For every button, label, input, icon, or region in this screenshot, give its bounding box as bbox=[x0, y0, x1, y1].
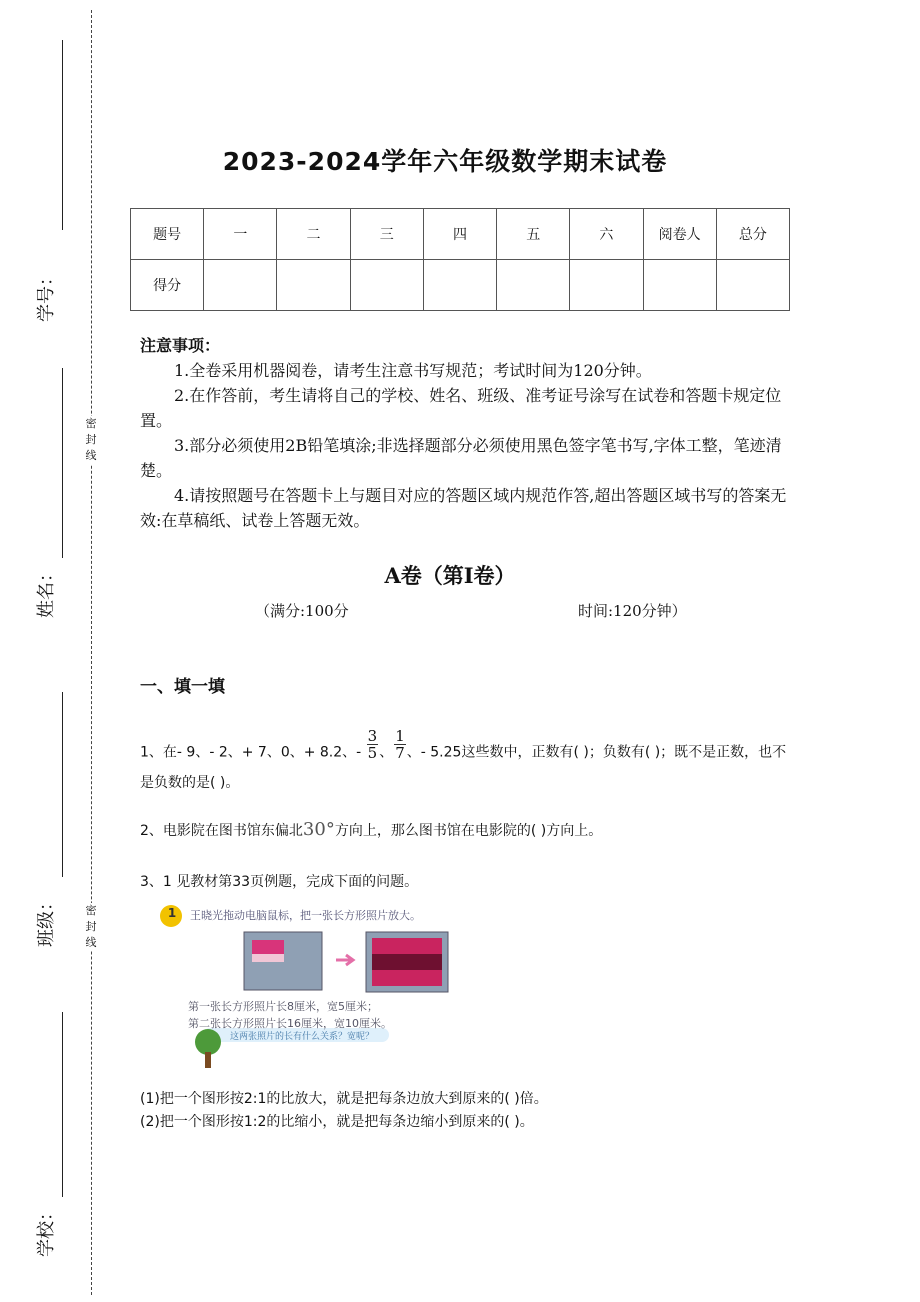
q2-angle: 30° bbox=[302, 819, 335, 840]
student-id-underline[interactable] bbox=[62, 40, 63, 230]
fraction-numerator: 1 bbox=[395, 727, 405, 745]
question-3-sub-2: (2)把一个图形按1:2的比缩小，就是把每条边缩小到原来的( )。 bbox=[140, 1114, 534, 1130]
score-table-score-row bbox=[131, 260, 790, 311]
question-2 bbox=[140, 816, 790, 845]
score-input-cell[interactable] bbox=[716, 260, 789, 311]
textbook-figure bbox=[158, 902, 458, 1084]
large-photo-band bbox=[372, 954, 442, 970]
score-input-cell[interactable] bbox=[570, 260, 643, 311]
note-item: 4.请按照题号在答题卡上与题目对应的答题区域内规范作答,超出答题区域书写的答案无效:在草稿纸、试卷上答题无效。 bbox=[140, 486, 787, 530]
question-3-sub-1: (1)把一个图形按2:1的比放大，就是把每条边放大到原来的( )倍。 bbox=[140, 1091, 548, 1107]
tree-crown bbox=[195, 1029, 221, 1055]
textbook-figure-graphic bbox=[158, 902, 458, 1084]
score-header-cell: 总分 bbox=[716, 209, 789, 260]
fraction-3-5 bbox=[367, 728, 379, 761]
figure-line-1: 第一张长方形照片长8厘米，宽5厘米； bbox=[188, 1000, 378, 1013]
question-3: 3、1 见教材第33页例题，完成下面的问题。 bbox=[140, 874, 419, 890]
score-input-cell[interactable] bbox=[643, 260, 716, 311]
score-input-cell[interactable] bbox=[204, 260, 277, 311]
full-score: （满分:100分 bbox=[255, 602, 349, 620]
class-underline[interactable] bbox=[62, 692, 63, 877]
part-title: 一、填一填 bbox=[140, 677, 225, 697]
tree-trunk bbox=[205, 1052, 211, 1068]
student-id-label: 学号： bbox=[36, 268, 57, 322]
exam-time: 时间:120分钟） bbox=[578, 602, 687, 620]
name-underline[interactable] bbox=[62, 368, 63, 558]
binding-dashed-line bbox=[91, 10, 92, 1295]
score-header-cell: 一 bbox=[204, 209, 277, 260]
q1-text-after: 、- 5.25这些数中，正数有( )；负数有( )；既不是正数，也不是负数的是( )。 bbox=[140, 744, 787, 791]
score-input-cell[interactable] bbox=[350, 260, 423, 311]
note-item: 1.全卷采用机器阅卷，请考生注意书写规范；考试时间为120分钟。 bbox=[174, 361, 652, 380]
note-item: 3.部分必须使用2B铅笔填涂;非选择题部分必须使用黑色签字笔书写,字体工整，笔迹清楚。 bbox=[140, 436, 782, 480]
q1-text-before: 1、在- 9、- 2、+ 7、0、+ 8.2、- bbox=[140, 744, 366, 761]
score-input-cell[interactable] bbox=[423, 260, 496, 311]
notes-heading: 注意事项： bbox=[140, 336, 221, 355]
score-input-cell[interactable] bbox=[277, 260, 350, 311]
score-header-cell: 阅卷人 bbox=[643, 209, 716, 260]
q2-text-after: 方向上，那么图书馆在电影院的( )方向上。 bbox=[334, 823, 603, 839]
score-input-cell[interactable] bbox=[497, 260, 570, 311]
q2-text-before: 2、电影院在图书馆东偏北 bbox=[140, 823, 303, 839]
score-header-cell: 题号 bbox=[131, 209, 204, 260]
notes-section bbox=[140, 333, 790, 533]
exam-title: 2023-2024学年六年级数学期末试卷 bbox=[222, 147, 668, 176]
score-table-header-row bbox=[131, 209, 790, 260]
score-header-cell: 二 bbox=[277, 209, 350, 260]
score-header-cell: 六 bbox=[570, 209, 643, 260]
score-header-cell: 五 bbox=[497, 209, 570, 260]
question-1 bbox=[140, 727, 790, 797]
score-row-label: 得分 bbox=[131, 260, 204, 311]
fraction-1-7 bbox=[394, 728, 406, 761]
fraction-numerator: 3 bbox=[367, 727, 378, 745]
section-title: A卷（第Ⅰ卷） bbox=[384, 563, 516, 588]
q1-separator: 、 bbox=[379, 744, 394, 761]
figure-bubble-text: 这两张照片的长有什么关系？宽呢？ bbox=[230, 1032, 375, 1042]
score-header-cell: 四 bbox=[423, 209, 496, 260]
school-label: 学校： bbox=[36, 1203, 57, 1257]
figure-caption: 王晓光拖动电脑鼠标，把一张长方形照片放大。 bbox=[190, 909, 421, 922]
note-item: 2.在作答前，考生请将自己的学校、姓名、班级、准考证号涂写在试卷和答题卡规定位置。 bbox=[140, 386, 782, 430]
seal-text-lower: 密 封 线 bbox=[85, 904, 97, 949]
seal-text-upper: 密 封 线 bbox=[85, 417, 97, 462]
enlarge-arrow bbox=[336, 955, 353, 965]
fraction-denominator: 7 bbox=[395, 744, 405, 762]
class-label: 班级： bbox=[36, 893, 57, 947]
score-table bbox=[130, 208, 790, 311]
school-underline[interactable] bbox=[62, 1012, 63, 1197]
fraction-denominator: 5 bbox=[367, 744, 378, 762]
example-badge-number: 1 bbox=[167, 906, 177, 920]
score-header-cell: 三 bbox=[350, 209, 423, 260]
figure-line-2: 第二张长方形照片长16厘米，宽10厘米。 bbox=[188, 1017, 392, 1030]
small-photo-strip bbox=[252, 954, 284, 962]
name-label: 姓名： bbox=[36, 564, 57, 618]
